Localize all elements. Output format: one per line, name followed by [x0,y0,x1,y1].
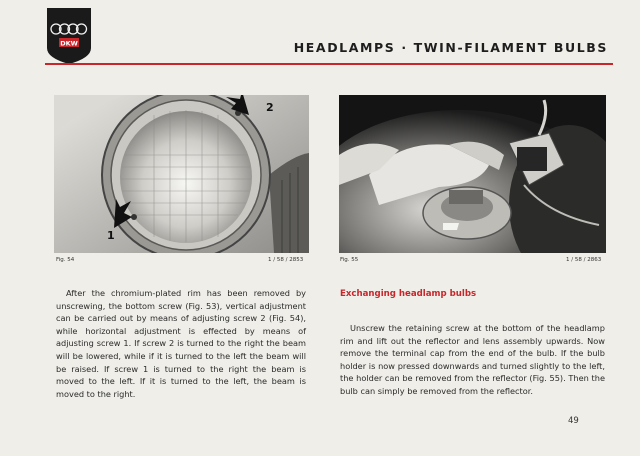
bulb-exchange-paragraph: Unscrew the retaining screw at the bottom of the headlamp rim and lift out the reflector and lens assembly upwards. Now remove the terminal cap from the end of the bulb. If the bulb holder is now pressed downwards and turned slightly to the left, the holder can be removed from the reflector (Fig. 55). Then the bulb can simply be removed from the reflector. [340,323,605,396]
figure-55-bulb-holder [339,95,606,253]
dkw-logo [45,8,93,64]
figure-54-headlamp [54,95,309,253]
figure-54-caption: Fig. 54 [56,257,75,263]
adjustment-paragraph: After the chromium-plated rim has been removed by unscrewing, the bottom screw (Fig. 53), vertical adjustment can be carried out by means of adjusting screw 2 (Fig. 54), while horizontal adjustment is effected by means of adjusting screw 1. If screw 2 is turned to the right the beam will be lowered, while if it is turned to the left the beam will be raised. If screw 1 is turned to the right the beam is moved to the left. If it is turned to the left, the beam is moved to the right. [56,288,306,399]
logo-text: DKW [60,39,78,48]
page-title: HEADLAMPS · TWIN-FILAMENT BULBS [293,40,608,55]
page-number: 49 [568,416,579,426]
figure-55-caption: Fig. 55 [340,257,359,263]
figure-55-reference: 1 / 58 / 2863 [566,257,602,263]
header-rule [45,63,613,65]
callout-2: 2 [266,101,274,114]
section-heading: Exchanging headlamp bulbs [340,289,477,299]
callout-1: 1 [107,229,115,242]
figure-54-reference: 1 / 58 / 2853 [268,257,304,263]
